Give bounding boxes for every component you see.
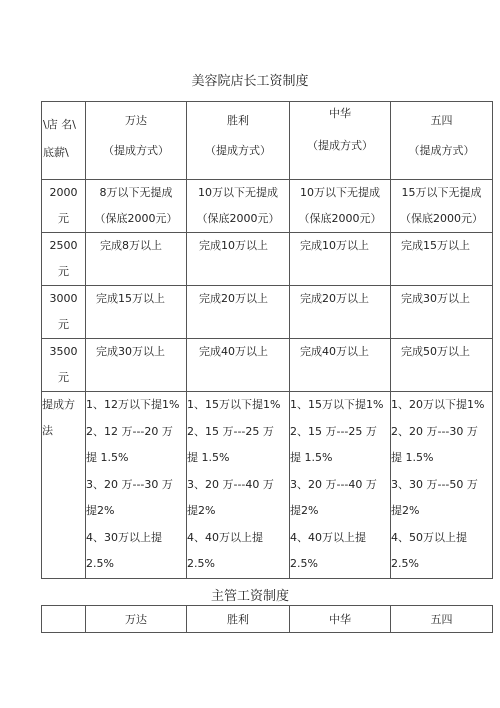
target-cell: [187, 180, 290, 233]
store-mode: （提成方式）: [103, 144, 169, 157]
target-cell: 完成30万以上: [391, 286, 493, 339]
store-name: 万达: [125, 114, 147, 127]
base-salary-unit: 元: [58, 371, 69, 384]
target-cell: 完成10万以上: [290, 233, 391, 286]
store-name: 中华: [329, 107, 351, 120]
target-cell: [290, 180, 391, 233]
rule-line: 提 1.5%: [391, 451, 434, 464]
corner-cell: [42, 102, 86, 180]
target-cell: [86, 180, 187, 233]
target-cell: 完成20万以上: [290, 286, 391, 339]
target-cell: 完成40万以上: [187, 339, 290, 392]
rule-header-cell: [42, 392, 86, 579]
target-text: 8万以下无提成: [99, 186, 173, 199]
rule-line: 2、20 万---30 万: [391, 424, 478, 438]
store-header-wanda: [86, 102, 187, 180]
rule-line: 2.5%: [86, 557, 114, 570]
rule-line: 3、30 万---50 万: [391, 477, 478, 491]
store-name: 胜利: [227, 114, 249, 127]
rule-cell-wanda: [86, 392, 187, 579]
table-header-cell: [42, 606, 86, 633]
base-salary-cell: [42, 339, 86, 392]
guarantee-text: （保底2000元）: [196, 212, 280, 225]
rule-line: 提2%: [86, 504, 115, 517]
rule-line: 提 1.5%: [187, 451, 230, 464]
store-header-wusi: [391, 102, 493, 180]
base-salary-amount: 3500: [49, 345, 78, 358]
base-salary-unit: 元: [58, 212, 69, 225]
rule-line: 2.5%: [391, 557, 419, 570]
rule-header-line: 法: [42, 424, 53, 437]
store-mode: （提成方式）: [205, 144, 271, 157]
target-cell: 完成30万以上: [86, 339, 187, 392]
supervisor-salary-table: [41, 605, 493, 633]
base-salary-amount: 3000: [49, 292, 78, 305]
table-header-cell: 中华: [290, 606, 391, 633]
target-cell: [391, 180, 493, 233]
table-row: [42, 233, 493, 286]
target-cell: 完成15万以上: [86, 286, 187, 339]
store-name: 五四: [430, 114, 453, 127]
rule-line: 2、12 万---20 万: [86, 424, 173, 438]
table-row: [42, 286, 493, 339]
target-cell: 完成40万以上: [290, 339, 391, 392]
guarantee-text: （保底2000元）: [298, 212, 382, 225]
target-cell: 完成20万以上: [187, 286, 290, 339]
base-salary-amount: 2000: [49, 186, 78, 199]
table-header-cell: 胜利: [187, 606, 290, 633]
table-row: [42, 339, 493, 392]
rule-line: 2.5%: [187, 557, 215, 570]
base-salary-unit: 元: [58, 318, 69, 331]
rule-line: 2、15 万---25 万: [187, 424, 274, 438]
rule-cell-zhonghua: [290, 392, 391, 579]
rule-line: 3、20 万---40 万: [187, 477, 274, 491]
target-text: 15万以下无提成: [401, 186, 482, 199]
target-text: 10万以下无提成: [300, 186, 380, 199]
rule-line: 3、20 万---30 万: [86, 477, 173, 491]
section-title-supervisor: 主管工资制度: [210, 589, 289, 604]
corner-line-store: \店 名\: [43, 118, 76, 131]
manager-salary-table: [41, 101, 493, 579]
base-salary-cell: [42, 286, 86, 339]
header-row: [42, 102, 493, 180]
rule-line: 4、50万以上提: [391, 530, 467, 544]
rule-line: 1、15万以下提1%: [187, 398, 281, 411]
rule-header-line: 提成方: [42, 398, 75, 411]
store-mode: （提成方式）: [307, 139, 373, 152]
rule-cell-wusi: [391, 392, 493, 579]
rule-line: 4、40万以上提: [290, 530, 366, 544]
table-header-cell: 五四: [391, 606, 493, 633]
rule-line: 3、20 万---40 万: [290, 477, 377, 491]
guarantee-text: （保底2000元）: [94, 212, 178, 225]
target-cell: 完成10万以上: [187, 233, 290, 286]
rule-line: 4、40万以上提: [187, 530, 263, 544]
base-salary-amount: 2500: [49, 239, 78, 252]
commission-rule-row: [42, 392, 493, 579]
target-cell: 完成50万以上: [391, 339, 493, 392]
rule-line: 提 1.5%: [86, 451, 129, 464]
rule-line: 提 1.5%: [290, 451, 333, 464]
table-row: [42, 180, 493, 233]
rule-line: 4、30万以上提: [86, 530, 162, 544]
guarantee-text: （保底2000元）: [400, 212, 483, 225]
rule-line: 提2%: [391, 504, 420, 517]
rule-line: 2.5%: [290, 557, 318, 570]
base-salary-cell: [42, 233, 86, 286]
page-title: 美容院店长工资制度: [191, 74, 309, 89]
store-header-shengli: [187, 102, 290, 180]
rule-cell-shengli: [187, 392, 290, 579]
rule-line: 提2%: [187, 504, 216, 517]
rule-line: 1、12万以下提1%: [86, 398, 180, 411]
store-header-zhonghua: [290, 102, 391, 180]
rule-line: 1、15万以下提1%: [290, 398, 384, 411]
base-salary-unit: 元: [58, 265, 69, 278]
rule-line: 1、20万以下提1%: [391, 398, 485, 411]
base-salary-cell: [42, 180, 86, 233]
target-cell: 完成15万以上: [391, 233, 493, 286]
rule-line: 2、15 万---25 万: [290, 424, 377, 438]
table-header-cell: 万达: [86, 606, 187, 633]
rule-line: 提2%: [290, 504, 319, 517]
target-text: 10万以下无提成: [198, 186, 278, 199]
table-header-row: [42, 606, 493, 633]
target-cell: 完成8万以上: [86, 233, 187, 286]
corner-line-base: 底薪\: [43, 146, 69, 159]
store-mode: （提成方式）: [408, 144, 475, 157]
